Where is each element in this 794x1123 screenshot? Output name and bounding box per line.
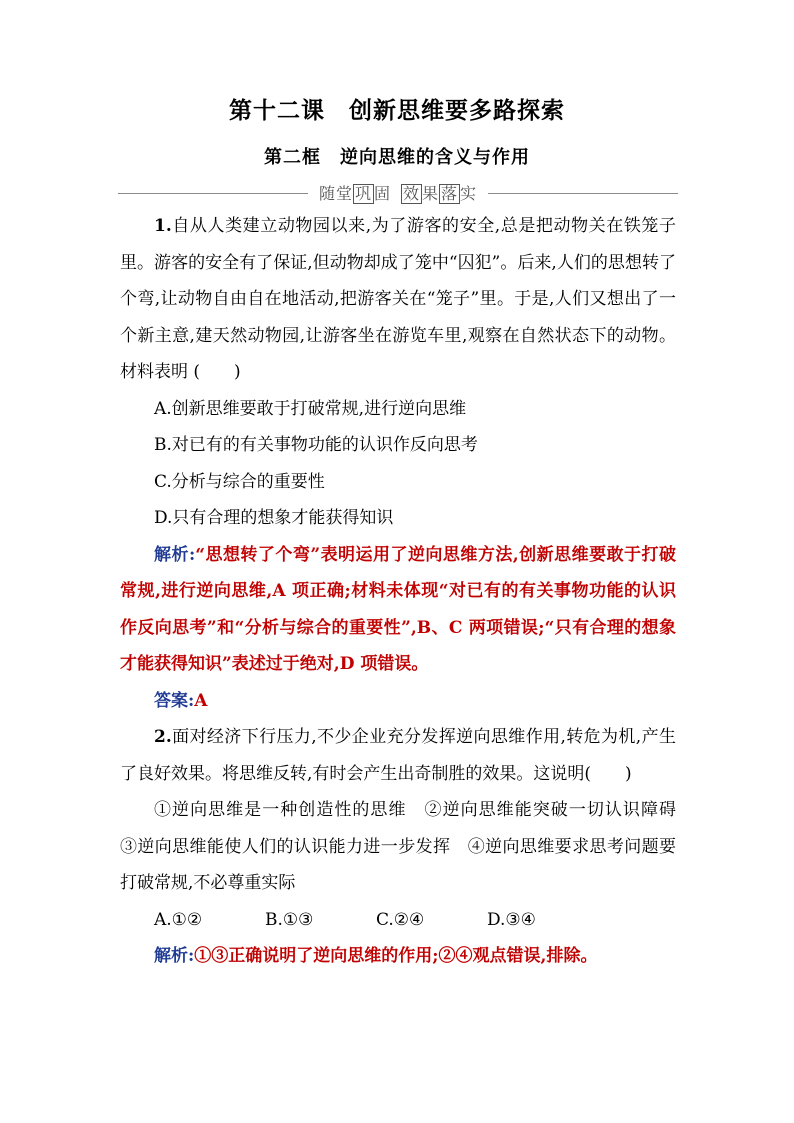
question-1-text: 自从人类建立动物园以来,为了游客的安全,总是把动物关在铁笼子里。游客的安全有了保证,但动物却成了笼中“囚犯”。后来,人们的思想转了个弯,让动物自由自在地活动,把游客关在“笼子”里。于是,人们又想出了一个新主意,建天然动物园,让游客坐在游览车里,观察在自然状态下的动物。材料表明 ( ) bbox=[120, 216, 676, 382]
question-content bbox=[120, 208, 693, 975]
banner-line-left bbox=[118, 193, 308, 194]
banner-word-1c: 固 bbox=[373, 184, 391, 203]
section-subtitle: 第二框 逆向思维的含义与作用 bbox=[264, 147, 530, 168]
banner-word-2b: 果 bbox=[422, 184, 440, 203]
question-2-choices bbox=[120, 902, 676, 939]
banner-word-1b: 巩 bbox=[354, 184, 372, 203]
question-1-analysis-label: 解析: bbox=[154, 544, 196, 565]
question-2-number: 2. bbox=[154, 727, 172, 747]
banner-word-2d: 实 bbox=[460, 184, 478, 203]
section-banner bbox=[118, 182, 678, 206]
question-1-option-c: C.分析与综合的重要性 bbox=[154, 471, 325, 492]
question-1-stem bbox=[120, 208, 676, 391]
question-1-answer-value: A bbox=[194, 690, 208, 711]
question-1-analysis bbox=[120, 537, 676, 683]
lesson-title: 第十二课 创新思维要多路探索 bbox=[229, 97, 565, 124]
question-2-choice-c: C.②④ bbox=[376, 909, 425, 930]
question-2-choice-b: B.①③ bbox=[265, 909, 314, 930]
question-1-option-a: A.创新思维要敢于打破常规,进行逆向思维 bbox=[154, 398, 467, 419]
question-1-number: 1. bbox=[154, 216, 172, 236]
question-1-option-b: B.对已有的有关事物功能的认识作反向思考 bbox=[154, 435, 478, 455]
banner-word-2c: 落 bbox=[441, 184, 459, 203]
banner-text bbox=[308, 182, 488, 206]
question-2-analysis-text: ①③正确说明了逆向思维的作用;②④观点错误,排除。 bbox=[194, 946, 598, 966]
question-2-analysis-label: 解析: bbox=[154, 946, 195, 966]
banner-line-right bbox=[488, 193, 678, 194]
banner-word-1a: 随堂 bbox=[318, 184, 353, 203]
question-2-stem bbox=[120, 719, 676, 792]
question-2-choice-d: D.③④ bbox=[487, 909, 536, 930]
question-2-statements: ①逆向思维是一种创造性的思维 ②逆向思维能突破一切认识障碍 ③逆向思维能使人们的认识能力进一步发挥 ④逆向思维要求思考问题要打破常规,不必尊重实际 bbox=[120, 800, 693, 893]
question-2-analysis bbox=[120, 938, 676, 975]
question-1-option-d: D.只有合理的想象才能获得知识 bbox=[154, 508, 394, 528]
banner-word-2a: 效 bbox=[402, 184, 420, 203]
question-1-analysis-text: “思想转了个弯”表明运用了逆向思维方法,创新思维要敢于打破常规,进行逆向思维,A 项正确;材料未体现“对已有的有关事物功能的认识作反向思考”和“分析与综合的重要性”,B、C 两项错误;“只有合理的想象才能获得知识”表述过于绝对,D 项错误。 bbox=[120, 544, 676, 674]
question-1-answer bbox=[120, 683, 676, 720]
question-2-text: 面对经济下行压力,不少企业充分发挥逆向思维作用,转危为机,产生了良好效果。将思维反转,有时会产生出奇制胜的效果。这说明( ) bbox=[120, 727, 676, 784]
question-2-choice-a: A.①② bbox=[154, 909, 203, 930]
question-1-answer-label: 答案: bbox=[154, 690, 195, 711]
